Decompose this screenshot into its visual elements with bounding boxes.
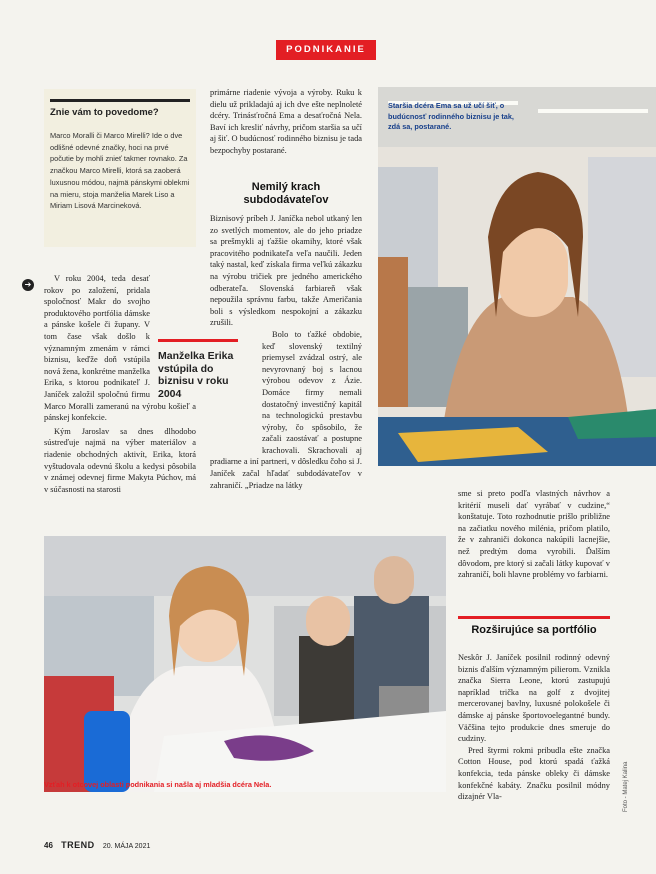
subheading-1: Nemilý krach subdodávateľov <box>243 181 329 206</box>
photo-family-image <box>44 536 446 792</box>
col3-text-1: Neskôr J. Janíček posilnil rodinný odevný biznis ďalším významným pilierom. Vznikla značka Sierra Leone, ktorú zastupujú napríklad trička na golf z dvojitej mercerovanej bavlny, luxusné polokošele či dámske aj pánske športovoelegantné bundy. Väčšina tejto produkcie dnes smeruje do cudziny. <box>458 653 610 744</box>
subheading-2: Rozširujúce sa portfólio <box>471 624 597 636</box>
col3-text-2: Pred štyrmi rokmi pribudla ešte značka Cotton House, pod ktorú spadá ťažká konfekcia, teda pánske obleky či dámske konfekčné kabáty. Značku posilnil módny dizajnér Vla- <box>458 745 610 802</box>
photo-credit: Foto - Matej Kalina <box>623 761 629 812</box>
col2-paragraph-1 <box>210 213 362 329</box>
col2-pull-spacer <box>210 329 262 445</box>
col2-text-1: Biznisový príbeh J. Janíčka nebol utkaný len zo svetlých momentov, ale do jeho priadze sa prešmykli aj ťažšie okamihy, ktoré však pracovitého podnikateľa veľa naučili. Jeden taký nastal, keď získala firma veľkú zákazku na výrobu tričiek pre jedného amerického odberateľa. Slovenská farbiareň však nepoužila správnu farbu, takže Američania boli s výsledkom nespokojní a zákazku zrušili. <box>210 214 362 328</box>
sidebar-title: Znie vám to povedome? <box>50 107 159 118</box>
col3-paragraph-2 <box>458 745 610 803</box>
column-3-top: sme si preto podľa vlastných návrhov a kritérií museli dať vyrábať v cudzine,“ konštatuje. Toto rozhodnutie prišlo približne na začiatku nového milénia, pričom platilo, že v zahraniči dokonca nakúpili lacnejšie, než predtým doma vyrobili. Ďalším dôvodom, pre ktorý si začali látky kupovať v zahraničí, boli hlavne problémy vo farbiarni. <box>458 489 610 580</box>
photo-family <box>44 536 446 792</box>
col2-text-2: Bolo to ťažké obdobie, keď slovenský textilný priemysel zvádzal ostrý, ale nevyrovnaný boj s lacnou výrobou odevov z Ázie. Domáce firmy nemali dostatočný investičný kapitál na technologickú prestavbu výroby, čo spôsobilo, že začali zaostávať a postupne krachovali. Skrachovali aj pradiarne a iní partneri, v dôsledku čoho si J. Janíček začal hľadať subdodávateľov v zahraničí. „Priadze na látky <box>210 329 362 490</box>
column-2-top: primárne riadenie vývoja a výroby. Ruku k dielu už prikladajú aj ich dve ešte neplnoleté dcéry. Trinásťročná Ema a desaťročná Nela. Baví ich kresliť návrhy, pričom staršia sa učí aj šiť. O budúcnosť rodinného biznisu je tada bezpochyby postarané. <box>210 88 362 155</box>
pull-quote-text: Manželka Erika vstúpila do biznisu v roku 2004 <box>158 350 234 400</box>
arrow-right-icon: ➔ <box>22 279 34 291</box>
caption-older-daughter: Staršia dcéra Ema sa už učí šiť, o budúcnosť rodinného biznisu je tak, zdá sa, postarané. <box>388 101 514 131</box>
footer <box>44 840 150 850</box>
magazine-name: TREND <box>61 840 95 850</box>
col1-text-2: Kým Jaroslav sa dnes dlhodobo sústreďuje najmä na výber materiálov a riadenie obchodných aktivít, Erika, ktorá vyštudovala odevnú školu a kedysi pôsobila v známej odevnej firme Makyta Púchov, má v súčasnosti na starosti <box>44 426 196 494</box>
subheading-2-rule <box>458 616 610 619</box>
sidebar-rule <box>50 99 190 102</box>
col1-paragraph-2 <box>44 426 196 496</box>
page-number: 46 <box>44 841 53 850</box>
section-tag: PODNIKANIE <box>276 40 376 60</box>
col2-paragraph-2 <box>210 329 362 491</box>
issue-date: 20. MÁJA 2021 <box>102 843 151 850</box>
sidebar-text: Marco Moralli či Marco Mirelli? Ide o dve odlišné odevné značky, hoci na prvé počutie by mohli znieť takmer rovnako. Za značkou Marco Mirelli, ktorá sa zaoberá luxusnou módou, najmä pánskymi oblekmi na mieru, stoja manželia Marek Liso a Miriam Lisová Marcineková. <box>50 131 190 211</box>
sidebar-box <box>44 89 196 247</box>
col3-paragraph-1 <box>458 652 610 745</box>
column-2-body <box>210 213 362 491</box>
photo-older-daughter <box>378 87 656 466</box>
caption-family: Vzťah k otcovej oblasti podnikania si našla aj mladšia dcéra Nela. <box>44 780 272 789</box>
col1-text: V roku 2004, teda desať rokov po založení, pridala spoločnosť Makr do svojho produktového portfólia dámske a pánske košele či župany. V tom čase však došlo k významným zmenám v rámci biznisu, keďže doň vstúpila nová žena, konkrétne manželka Erika, s ktorou podnikateľ J. Janíček založil spoločnú firmu Marco Moralli zameranú na výrobu košieľ a pánskej konfekcie. <box>44 274 196 423</box>
photo-older-daughter-image <box>378 87 656 466</box>
column-3-body <box>458 652 610 803</box>
